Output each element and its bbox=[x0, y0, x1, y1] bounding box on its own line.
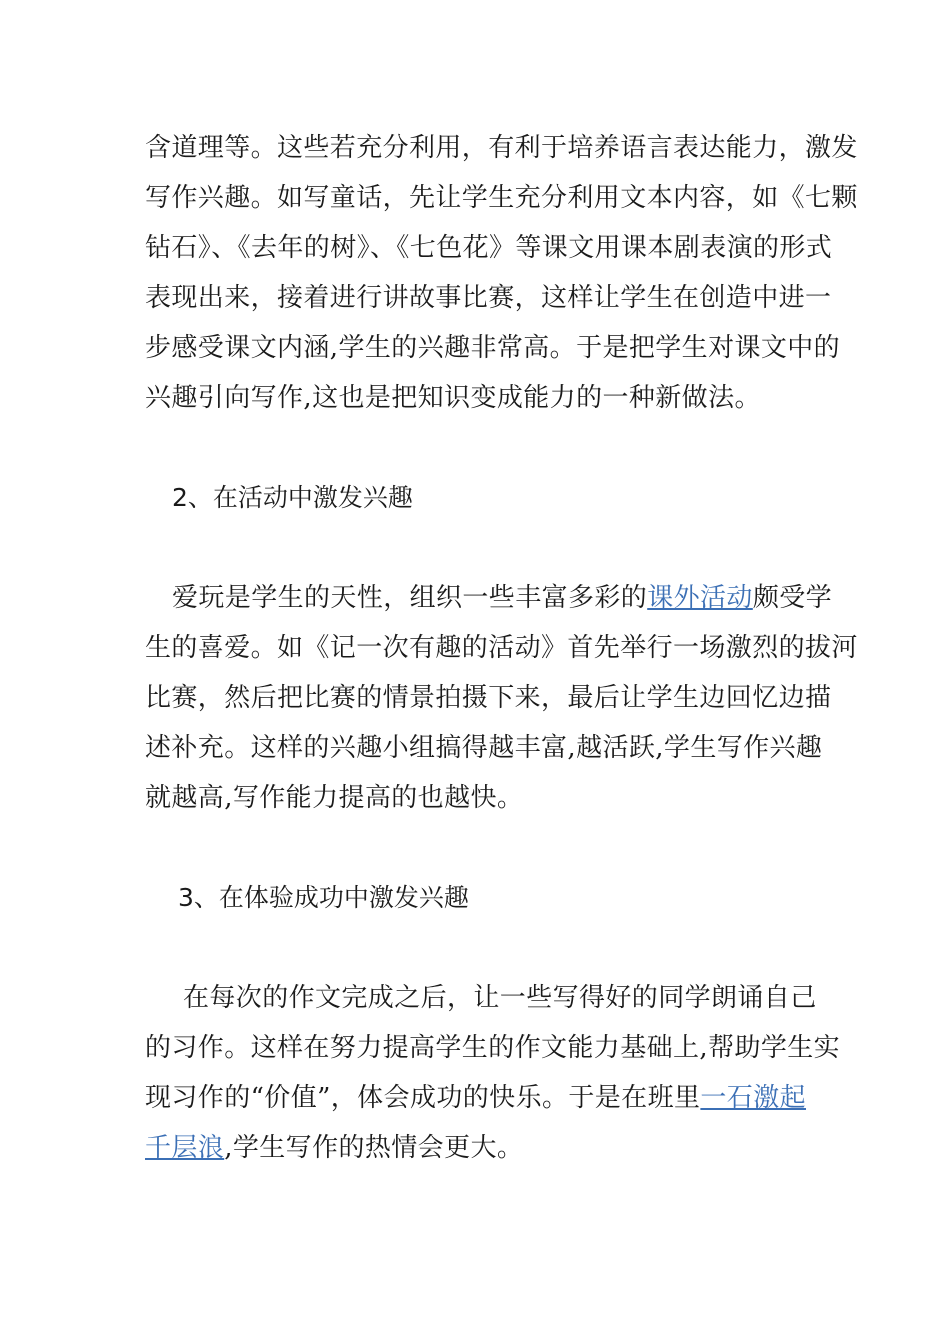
paragraph-line: 述补充。这样的兴趣小组搞得越丰富,越活跃,学生写作兴趣 bbox=[145, 733, 823, 763]
link-stone-ripples[interactable]: 一石激起 bbox=[700, 1083, 806, 1113]
paragraph-line: 写作兴趣。如写童话，先让学生充分利用文本内容，如《七颗 bbox=[145, 183, 858, 213]
paragraph-line bbox=[145, 1123, 809, 1173]
paragraph-line bbox=[145, 1073, 809, 1123]
paragraph-line: 钻石》、《去年的树》、《七色花》等课文用课本剧表演的形式 bbox=[145, 233, 833, 263]
line-text: ,学生写作的热情会更大。 bbox=[224, 1133, 524, 1163]
paragraph-line: 生的喜爱。如《记一次有趣的活动》首先举行一场激烈的拔河 bbox=[145, 633, 858, 663]
paragraph-1 bbox=[145, 123, 858, 423]
link-extracurricular-activities[interactable]: 课外活动 bbox=[647, 583, 753, 613]
paragraph-2 bbox=[145, 573, 858, 823]
line-text: 颇受学 bbox=[752, 583, 833, 613]
document-page bbox=[145, 123, 858, 1173]
link-stone-ripples-continued[interactable]: 千层浪 bbox=[145, 1133, 225, 1163]
line-text: 现习作的“价值”，体会成功的快乐。于是在班里 bbox=[145, 1083, 701, 1113]
line-text: 爱玩是学生的天性，组织一些丰富多彩的 bbox=[172, 583, 648, 613]
section-heading-3: 3、在体验成功中激发兴趣 bbox=[178, 883, 469, 912]
paragraph-line bbox=[145, 573, 833, 623]
paragraph-line: 表现出来，接着进行讲故事比赛，这样让学生在创造中进一 bbox=[145, 283, 832, 313]
paragraph-line: 在每次的作文完成之后，让一些写得好的同学朗诵自己 bbox=[183, 983, 817, 1013]
paragraph-line: 的习作。这样在努力提高学生的作文能力基础上,帮助学生实 bbox=[145, 1033, 841, 1063]
paragraph-3 bbox=[145, 973, 841, 1173]
paragraph-line: 步感受课文内涵,学生的兴趣非常高。于是把学生对课文中的 bbox=[145, 333, 841, 363]
paragraph-line: 兴趣引向写作,这也是把知识变成能力的一种新做法。 bbox=[145, 383, 761, 413]
paragraph-line: 就越高,写作能力提高的也越快。 bbox=[145, 783, 524, 813]
section-heading-2: 2、在活动中激发兴趣 bbox=[172, 483, 413, 512]
paragraph-line: 含道理等。这些若充分利用，有利于培养语言表达能力，激发 bbox=[145, 133, 858, 163]
paragraph-line: 比赛，然后把比赛的情景拍摄下来，最后让学生边回忆边描 bbox=[145, 683, 832, 713]
